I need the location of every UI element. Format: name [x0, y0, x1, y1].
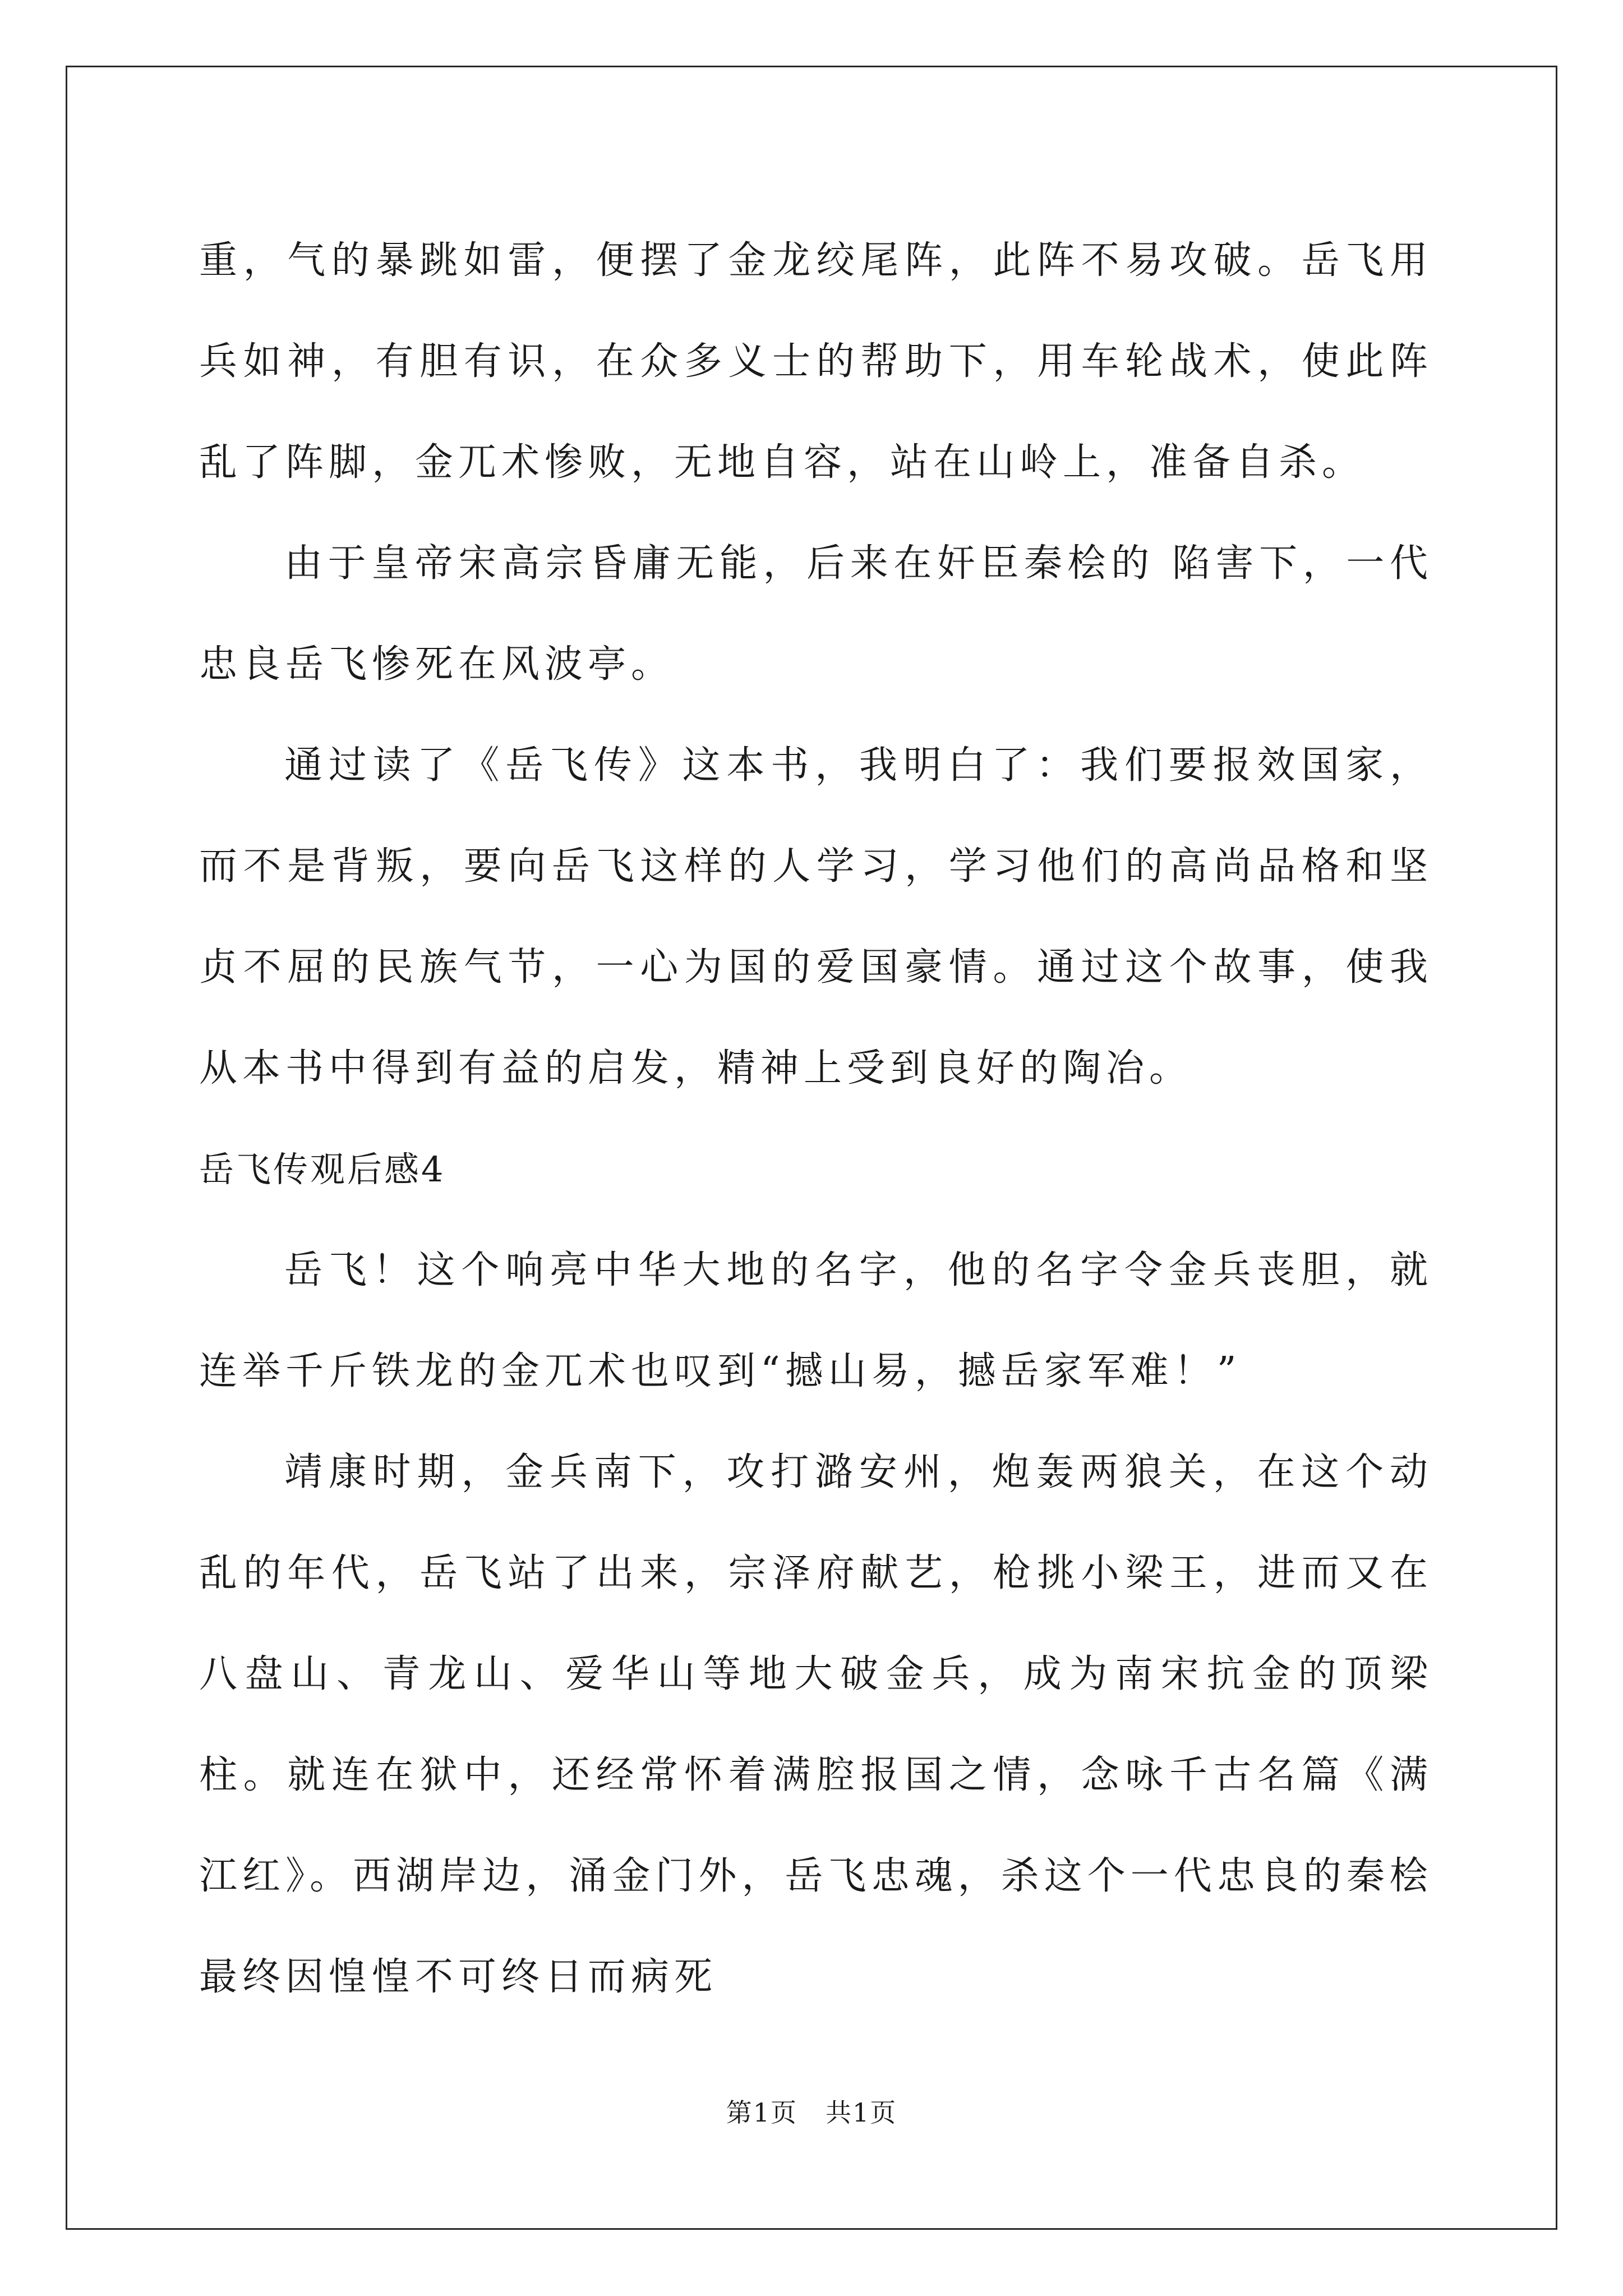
page-footer [0, 2092, 1623, 2129]
document-body [199, 210, 1433, 2028]
page-total: 共1页 [826, 2097, 897, 2128]
paragraph-5: 靖康时期，金兵南下，攻打潞安州，炮轰两狼关，在这个动乱的年代，岳飞站了出来，宗泽府献艺，枪挑小梁王，进而又在八盘山、青龙山、爱华山等地大破金兵，成为南宋抗金的顶梁柱。就连在狱中，还经常怀着满腔报国之情，念咏千古名篇《满江红》。西湖岸边，涌金门外，岳飞忠魂，杀这个一代忠良的秦桧最终因惶惶不可终日而病死 [199, 1450, 1433, 1999]
paragraph-4: 岳飞！这个响亮中华大地的名字，他的名字令金兵丧胆，就连举千斤铁龙的金兀术也叹到“撼山易，撼岳家军难！” [199, 1248, 1433, 1393]
paragraph-1: 重，气的暴跳如雷，便摆了金龙绞尾阵，此阵不易攻破。岳飞用兵如神，有胆有识，在众多义士的帮助下，用车轮战术，使此阵乱了阵脚，金兀术惨败，无地自容，站在山岭上，准备自杀。 [199, 238, 1433, 485]
page-number: 第1页 [726, 2097, 797, 2128]
paragraph-3: 通过读了《岳飞传》这本书，我明白了：我们要报效国家，而不是背叛，要向岳飞这样的人学习，学习他们的高尚品格和坚贞不屈的民族气节，一心为国的爱国豪情。通过这个故事，使我从本书中得到有益的启发，精神上受到良好的陶冶。 [199, 743, 1433, 1091]
section-heading: 岳飞传观后感4 [199, 1149, 446, 1190]
paragraph-2: 由于皇帝宋高宗昏庸无能，后来在奸臣秦桧的 陷害下，一代忠良岳飞惨死在风波亭。 [199, 541, 1433, 687]
